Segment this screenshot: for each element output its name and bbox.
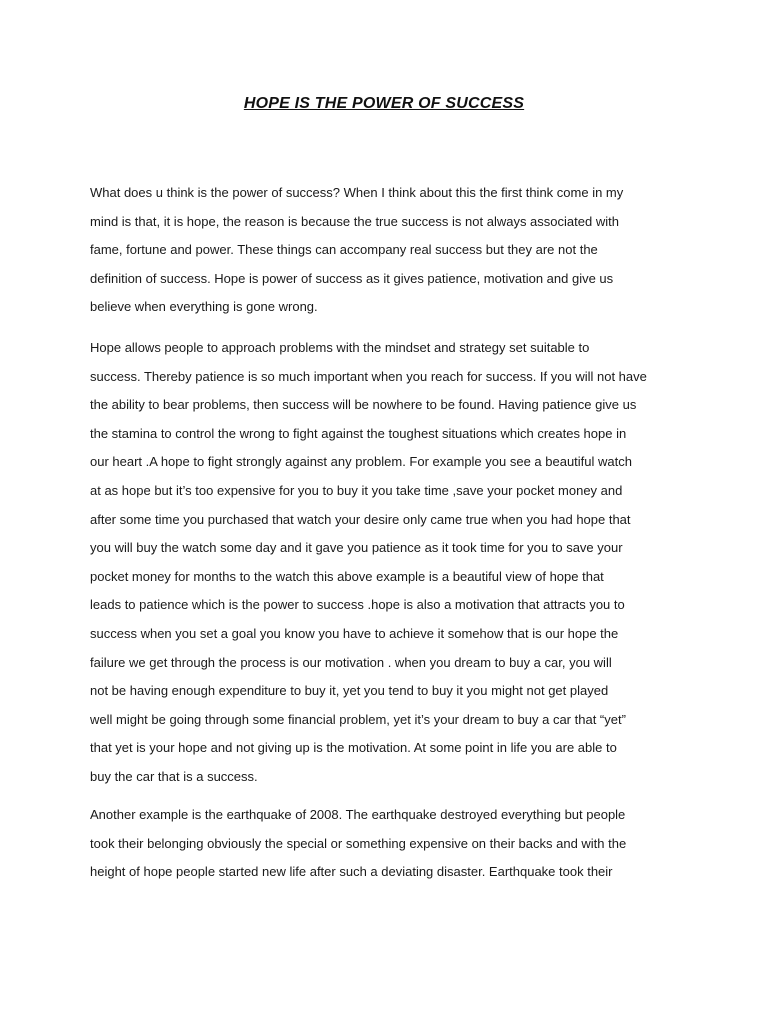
- text-line: Another example is the earthquake of 2008. The earthquake destroyed everything but people: [90, 807, 626, 822]
- text-line: mind is that, it is hope, the reason is because the true success is not always associated with: [90, 213, 619, 229]
- document-title: HOPE IS THE POWER OF SUCCESS: [243, 95, 525, 112]
- text-line: after some time you purchased that watch your desire only came true when you had hope that: [90, 511, 631, 527]
- text-line: failure we get through the process is our motivation . when you dream to buy a car, you will: [90, 654, 612, 670]
- text-line: the ability to bear problems, then success will be nowhere to be found. Having patience give us: [90, 397, 637, 413]
- text-line: success when you set a goal you know you have to achieve it somehow that is our hope the: [90, 625, 619, 641]
- text-line: What does u think is the power of success? When I think about this the first think come in my: [90, 185, 624, 200]
- paragraph-2: [90, 334, 690, 792]
- text-line: not be having enough expenditure to buy it, yet you tend to buy it you might not get played: [90, 683, 609, 699]
- text-line: leads to patience which is the power to success .hope is also a motivation that attracts you to: [90, 597, 625, 613]
- text-line: definition of success. Hope is power of success as it gives patience, motivation and give us: [90, 270, 614, 286]
- text-line: that yet is your hope and not giving up is the motivation. At some point in life you are able to: [90, 740, 617, 756]
- text-line: pocket money for months to the watch this above example is a beautiful view of hope that: [90, 568, 604, 584]
- text-line: success. Thereby patience is so much important when you reach for success. If you will not have: [90, 368, 647, 384]
- text-line: at as hope but it’s too expensive for you to buy it you take time ,save your pocket money and: [90, 482, 623, 498]
- text-line: took their belonging obviously the special or something expensive on their backs and with the: [90, 835, 627, 851]
- text-line: you will buy the watch some day and it gave you patience as it took time for you to save your: [90, 540, 623, 556]
- text-line: buy the car that is a success.: [90, 768, 258, 784]
- text-line: height of hope people started new life after such a deviating disaster. Earthquake took their: [90, 864, 613, 880]
- text-line: our heart .A hope to fight strongly against any problem. For example you see a beautiful watch: [90, 454, 632, 470]
- paragraph-1: [90, 179, 690, 322]
- text-line: well might be going through some financial problem, yet it’s your dream to buy a car that “yet”: [90, 711, 626, 727]
- text-line: Hope allows people to approach problems with the mindset and strategy set suitable to: [90, 340, 590, 355]
- text-line: the stamina to control the wrong to fight against the toughest situations which creates hope in: [90, 425, 627, 441]
- text-line: fame, fortune and power. These things can accompany real success but they are not the: [90, 242, 598, 258]
- text-line: believe when everything is gone wrong.: [90, 299, 318, 315]
- paragraph-3: [90, 801, 690, 887]
